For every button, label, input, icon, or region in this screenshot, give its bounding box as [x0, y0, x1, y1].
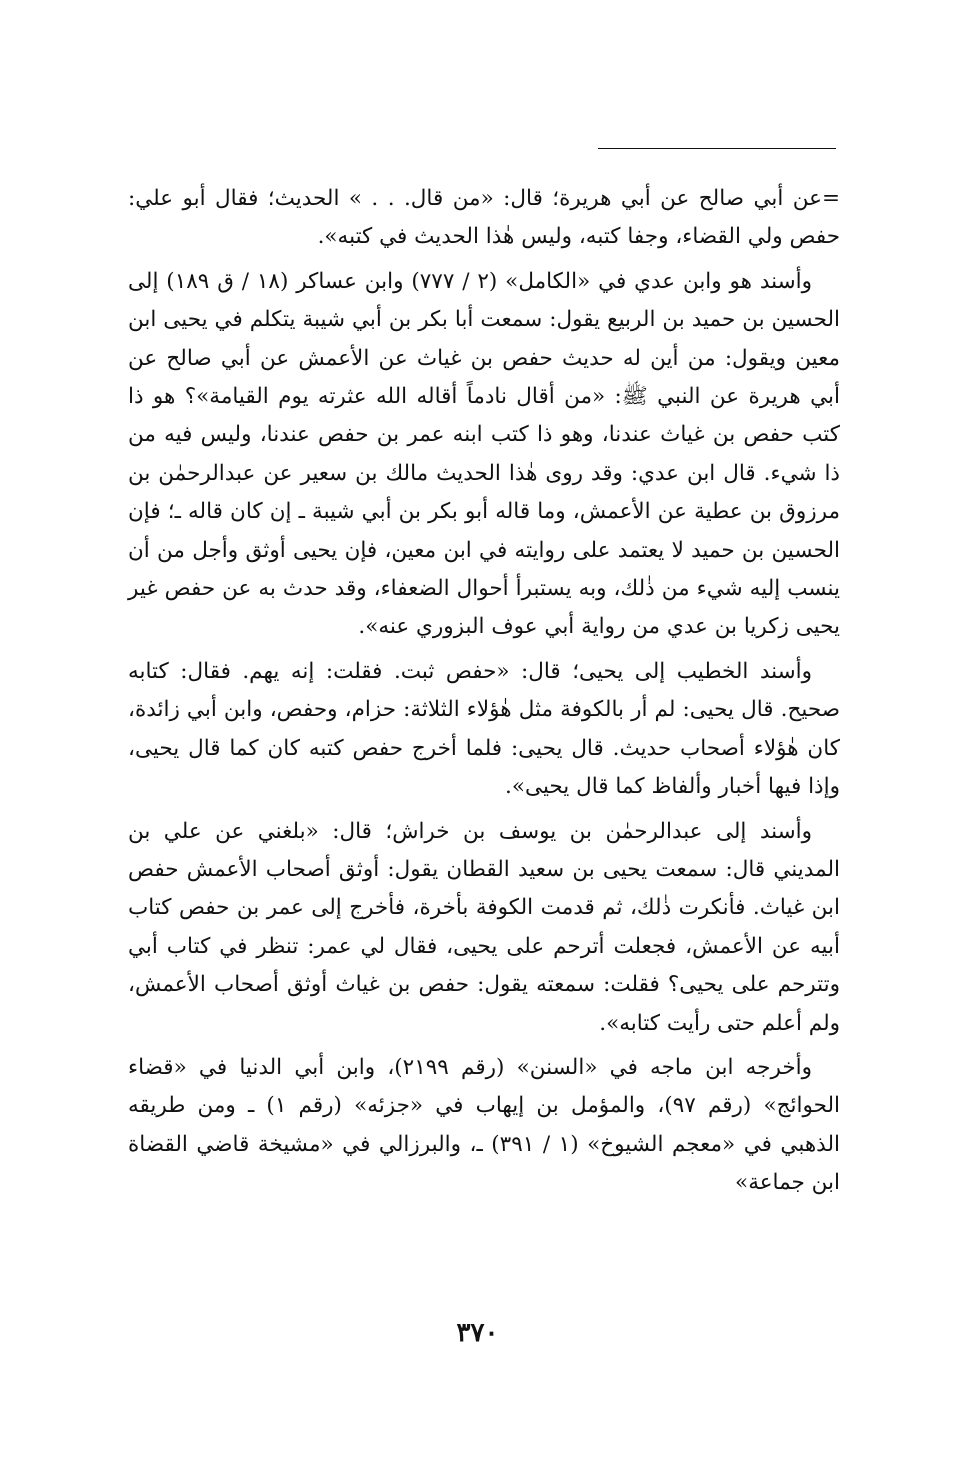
footnote-paragraph-1: =عن أبي صالح عن أبي هريرة؛ قال: «من قال. . . » الحديث؛ فقال أبو علي: حفص ولي القضاء، وجفا كتبه، وليس هٰذا الحديث في كتبه».	[128, 186, 840, 250]
page-number: ٣٧٠	[456, 1318, 499, 1348]
footnote-paragraph-3: وأسند الخطيب إلى يحيى؛ قال: «حفص ثبت. فقلت: إنه يهم. فقال: كتابه صحيح. قال يحيى: لم أر بالكوفة مثل هٰؤلاء الثلاثة: حزام، وحفص، وابن أبي زائدة، كان هٰؤلاء أصحاب حديث. قال يحيى: فلما أخرج حفص كتبه كان كما قال يحيى، وإذا فيها أخبار وألفاظ كما قال يحيى».	[128, 658, 840, 800]
footnote-paragraph-2: وأسند هو وابن عدي في «الكامل» (٢ / ٧٧٧) وابن عساكر (١٨ / ق ١٨٩) إلى الحسين بن حميد بن الربيع يقول: سمعت أبا بكر بن أبي شيبة يتكلم في يحيى ابن معين ويقول: من أين له حديث حفص بن غياث عن الأعمش عن أبي صالح عن أبي هريرة عن النبي ﷺ: «من أقال نادماً أقاله الله عثرته يوم القيامة»؟ هو ذا كتب حفص بن غياث عندنا، وهو ذا كتب ابنه عمر بن حفص عندنا، وليس فيه من ذا شيء. قال ابن عدي: وقد روى هٰذا الحديث مالك بن سعير عن عبدالرحمٰن بن مرزوق بن عطية عن الأعمش، وما قاله أبو بكر بن أبي شيبة ـ إن كان قاله ـ؛ فإن الحسين بن حميد لا يعتمد على روايته في ابن معين، فإن يحيى أوثق وأجل من أن ينسب إليه شيء من ذٰلك، وبه يستبرأ أحوال الضعفاء، وقد حدث به عن حفص غير يحيى زكريا بن عدي من رواية أبي عوف البزوري عنه».	[128, 268, 840, 640]
footnote-separator-rule	[598, 148, 836, 149]
footnote-text-block	[128, 180, 840, 1209]
footnote-paragraph-5: وأخرجه ابن ماجه في «السنن» (رقم ٢١٩٩)، وابن أبي الدنيا في «قضاء الحوائج» (رقم ٩٧)، والمؤمل بن إيهاب في «جزئه» (رقم ١) ـ ومن طريقه الذهبي في «معجم الشيوخ» (١ / ٣٩١) ـ، والبرزالي في «مشيخة قاضي القضاة ابن جماعة»	[128, 1054, 840, 1196]
footnote-paragraph-4: وأسند إلى عبدالرحمٰن بن يوسف بن خراش؛ قال: «بلغني عن علي بن المديني قال: سمعت يحيى بن سعيد القطان يقول: أوثق أصحاب الأعمش حفص ابن غياث. فأنكرت ذٰلك، ثم قدمت الكوفة بأخرة، فأخرج إلى عمر بن حفص كتاب أبيه عن الأعمش، فجعلت أترحم على يحيى، فقال لي عمر: تنظر في كتاب أبي وتترحم على يحيى؟ فقلت: سمعته يقول: حفص بن غياث أوثق أصحاب الأعمش، ولم أعلم حتى رأيت كتابه».	[128, 818, 840, 1036]
